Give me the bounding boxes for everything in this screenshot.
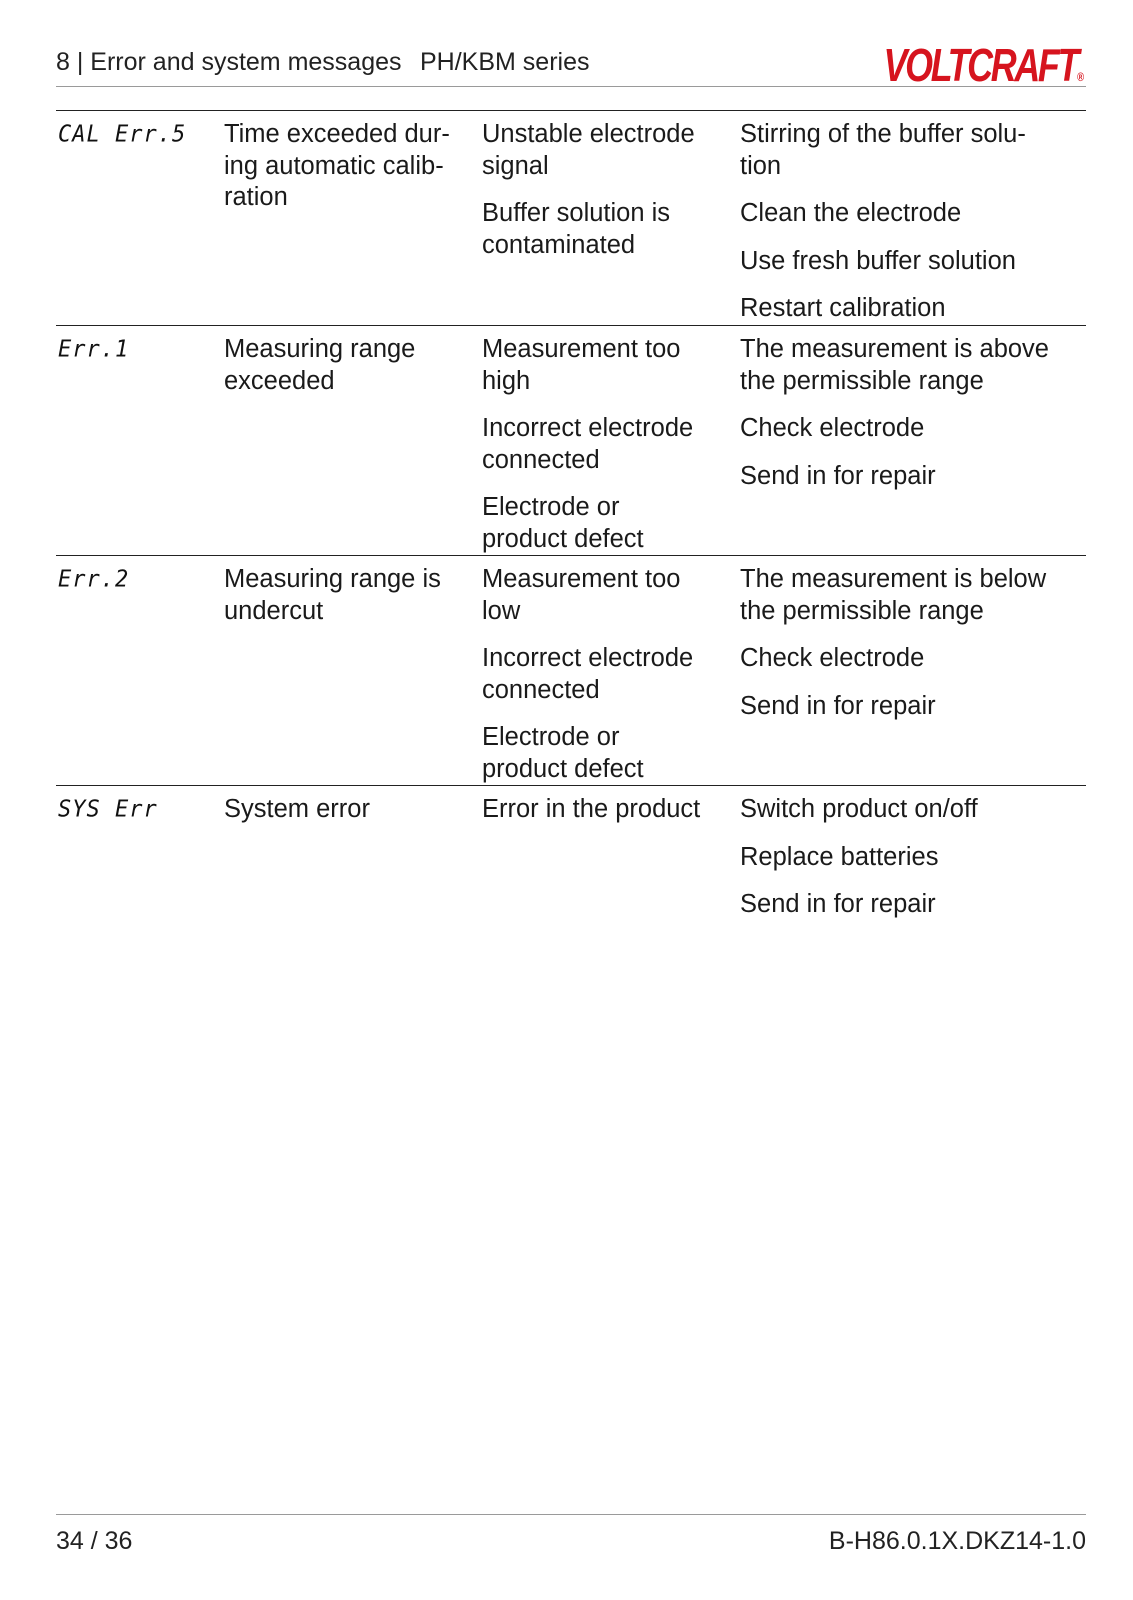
cause-item: Unstable electrode signal — [482, 120, 695, 180]
logo-text: VOLTCRAFT — [883, 39, 1078, 91]
error-code: CAL Err.5 — [58, 121, 187, 148]
table-row — [56, 111, 1086, 326]
remedy-column — [740, 119, 1086, 325]
section-title: 8 | Error and system messages — [56, 48, 402, 76]
document-id: B-H86.0.1X.DKZ14-1.0 — [828, 1527, 1086, 1555]
error-message: Measuring range exceeded — [224, 335, 416, 395]
cause-column — [482, 119, 732, 261]
cause-item: Incorrect electrode connected — [482, 644, 694, 704]
cause-item: Measurement too low — [482, 565, 681, 625]
remedy-column — [740, 794, 1086, 921]
header-divider — [56, 86, 1086, 87]
error-message: System error — [224, 795, 370, 823]
remedy-item: Check electrode — [740, 414, 925, 442]
remedy-item: Send in for repair — [740, 890, 936, 918]
error-code: Err.1 — [58, 336, 130, 363]
page-number: 34 / 36 — [56, 1527, 133, 1555]
error-message: Measuring range is undercut — [224, 565, 441, 625]
error-table — [56, 110, 1086, 926]
remedy-item: The measurement is above the permissible range — [740, 335, 1049, 395]
remedy-column — [740, 334, 1086, 492]
error-code: Err.2 — [58, 566, 130, 593]
table-row — [56, 556, 1086, 786]
error-message: Time exceeded dur- ing automatic calib- ration — [224, 120, 450, 211]
remedy-item: Use fresh buffer solution — [740, 246, 1016, 275]
cause-item: Error in the product — [482, 795, 701, 823]
cause-item: Incorrect electrode connected — [482, 414, 694, 474]
error-code: SYS Err — [58, 796, 158, 823]
cause-item: Buffer solution is contaminated — [482, 199, 671, 259]
remedy-item: Stirring of the buffer solu- tion — [740, 120, 1026, 180]
registered-mark: ® — [1077, 70, 1084, 84]
footer-divider — [56, 1514, 1086, 1515]
remedy-item: Restart calibration — [740, 294, 946, 322]
remedy-item: Replace batteries — [740, 842, 939, 871]
cause-item: Electrode or product defect — [482, 493, 644, 553]
remedy-column — [740, 564, 1086, 722]
table-row — [56, 786, 1086, 926]
product-series: PH/KBM series — [420, 48, 590, 76]
remedy-item: Check electrode — [740, 644, 925, 672]
cause-item: Measurement too high — [482, 335, 681, 395]
cause-column — [482, 334, 732, 555]
remedy-item: Clean the electrode — [740, 199, 962, 227]
voltcraft-logo — [883, 39, 1084, 100]
remedy-item: Switch product on/off — [740, 795, 978, 823]
remedy-item: Send in for repair — [740, 691, 936, 720]
cause-item: Electrode or product defect — [482, 723, 644, 783]
table-row — [56, 326, 1086, 556]
remedy-item: Send in for repair — [740, 461, 936, 490]
cause-column — [482, 564, 732, 785]
page-header — [56, 39, 1086, 91]
cause-column — [482, 794, 732, 826]
remedy-item: The measurement is below the permissible range — [740, 565, 1047, 625]
